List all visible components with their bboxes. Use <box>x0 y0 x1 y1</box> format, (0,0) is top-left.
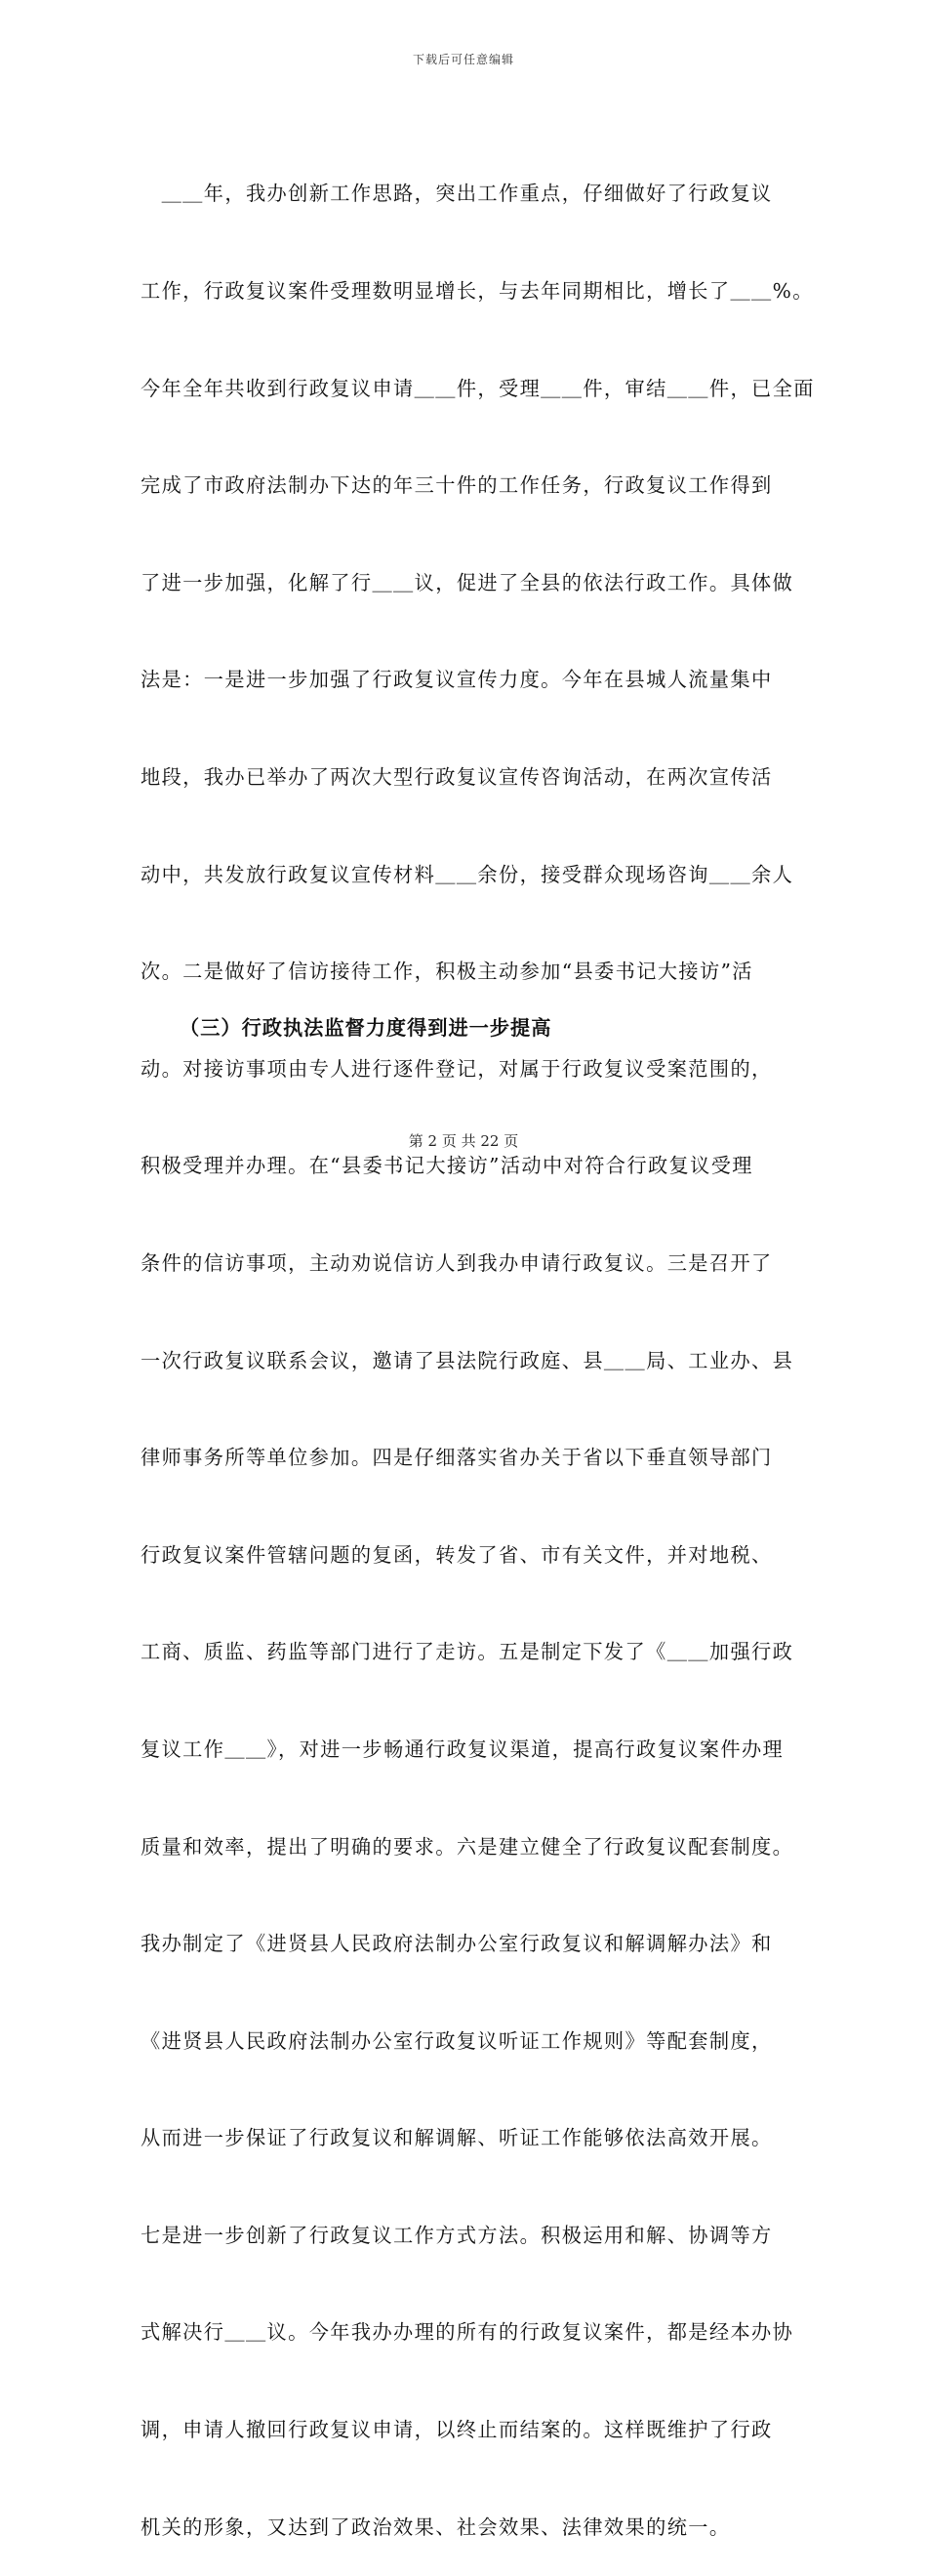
page-number: 第 2 页 共 22 页 <box>408 1132 519 1150</box>
paragraph-line: 《进贤县人民政府法制办公室行政复议听证工作规则》等配套制度， <box>141 2028 773 2053</box>
paragraph-line: 了进一步加强，化解了行＿＿议，促进了全县的依法行政工作。具体做 <box>141 570 794 594</box>
paragraph-line: 律师事务所等单位参加。四是仔细落实省办关于省以下垂直领导部门 <box>141 1446 773 1470</box>
paragraph-line: 调，申请人撤回行政复议申请，以终止而结案的。这样既维护了行政 <box>141 2418 773 2442</box>
paragraph-line: 七是进一步创新了行政复议工作方式方法。积极运用和解、协调等方 <box>141 2223 773 2247</box>
paragraph-line: 式解决行＿＿议。今年我办办理的所有的行政复议案件，都是经本办协 <box>141 2320 794 2345</box>
paragraph-line: 动中，共发放行政复议宣传材料＿＿余份，接受群众现场咨询＿＿余人 <box>141 862 794 886</box>
section-heading: （三）行政执法监督力度得到进一步提高 <box>180 1016 552 1040</box>
paragraph-line: 次。二是做好了信访接待工作，积极主动参加“县委书记大接访”活 <box>141 960 753 984</box>
paragraph-line: 地段，我办已举办了两次大型行政复议宣传咨询活动，在两次宣传活 <box>141 764 773 789</box>
paragraph-line: ＿＿年，我办创新工作思路，突出工作重点，仔细做好了行政复议 <box>141 182 773 206</box>
paragraph-line: 条件的信访事项，主动劝说信访人到我办申请行政复议。三是召开了 <box>141 1250 773 1275</box>
body-paragraph <box>141 113 815 2576</box>
paragraph-line: 从而进一步保证了行政复议和解调解、听证工作能够依法高效开展。 <box>141 2126 773 2150</box>
paragraph-line: 积极受理并办理。在“县委书记大接访”活动中对符合行政复议受理 <box>141 1154 753 1178</box>
paragraph-line: 一次行政复议联系会议，邀请了县法院行政庭、县＿＿局、工业办、县 <box>141 1348 794 1372</box>
paragraph-line: 我办制定了《进贤县人民政府法制办公室行政复议和解调解办法》和 <box>141 1932 773 1956</box>
paragraph-line: 法是：一是进一步加强了行政复议宣传力度。今年在县城人流量集中 <box>141 668 773 692</box>
paragraph-line: 机关的形象，又达到了政治效果、社会效果、法律效果的统一。 <box>141 2515 731 2539</box>
paragraph-line: 今年全年共收到行政复议申请＿＿件，受理＿＿件，审结＿＿件，已全面 <box>141 376 815 400</box>
paragraph-line: 工商、质监、药监等部门进行了走访。五是制定下发了《＿＿加强行政 <box>141 1640 794 1664</box>
paragraph-line: 动。对接访事项由专人进行逐件登记，对属于行政复议受案范围的， <box>141 1056 773 1081</box>
paragraph-line: 复议工作＿＿》，对进一步畅通行政复议渠道，提高行政复议案件办理 <box>141 1737 785 1761</box>
page-header-note: 下载后可任意编辑 <box>412 53 514 66</box>
paragraph-line: 质量和效率，提出了明确的要求。六是建立健全了行政复议配套制度。 <box>141 1834 794 1859</box>
paragraph-line: 行政复议案件管辖问题的复函，转发了省、市有关文件，并对地税、 <box>141 1542 773 1567</box>
paragraph-line: 工作，行政复议案件受理数明显增长，与去年同期相比，增长了＿＿%。 <box>141 279 814 303</box>
paragraph-line: 完成了市政府法制办下达的年三十件的工作任务，行政复议工作得到 <box>141 473 773 498</box>
